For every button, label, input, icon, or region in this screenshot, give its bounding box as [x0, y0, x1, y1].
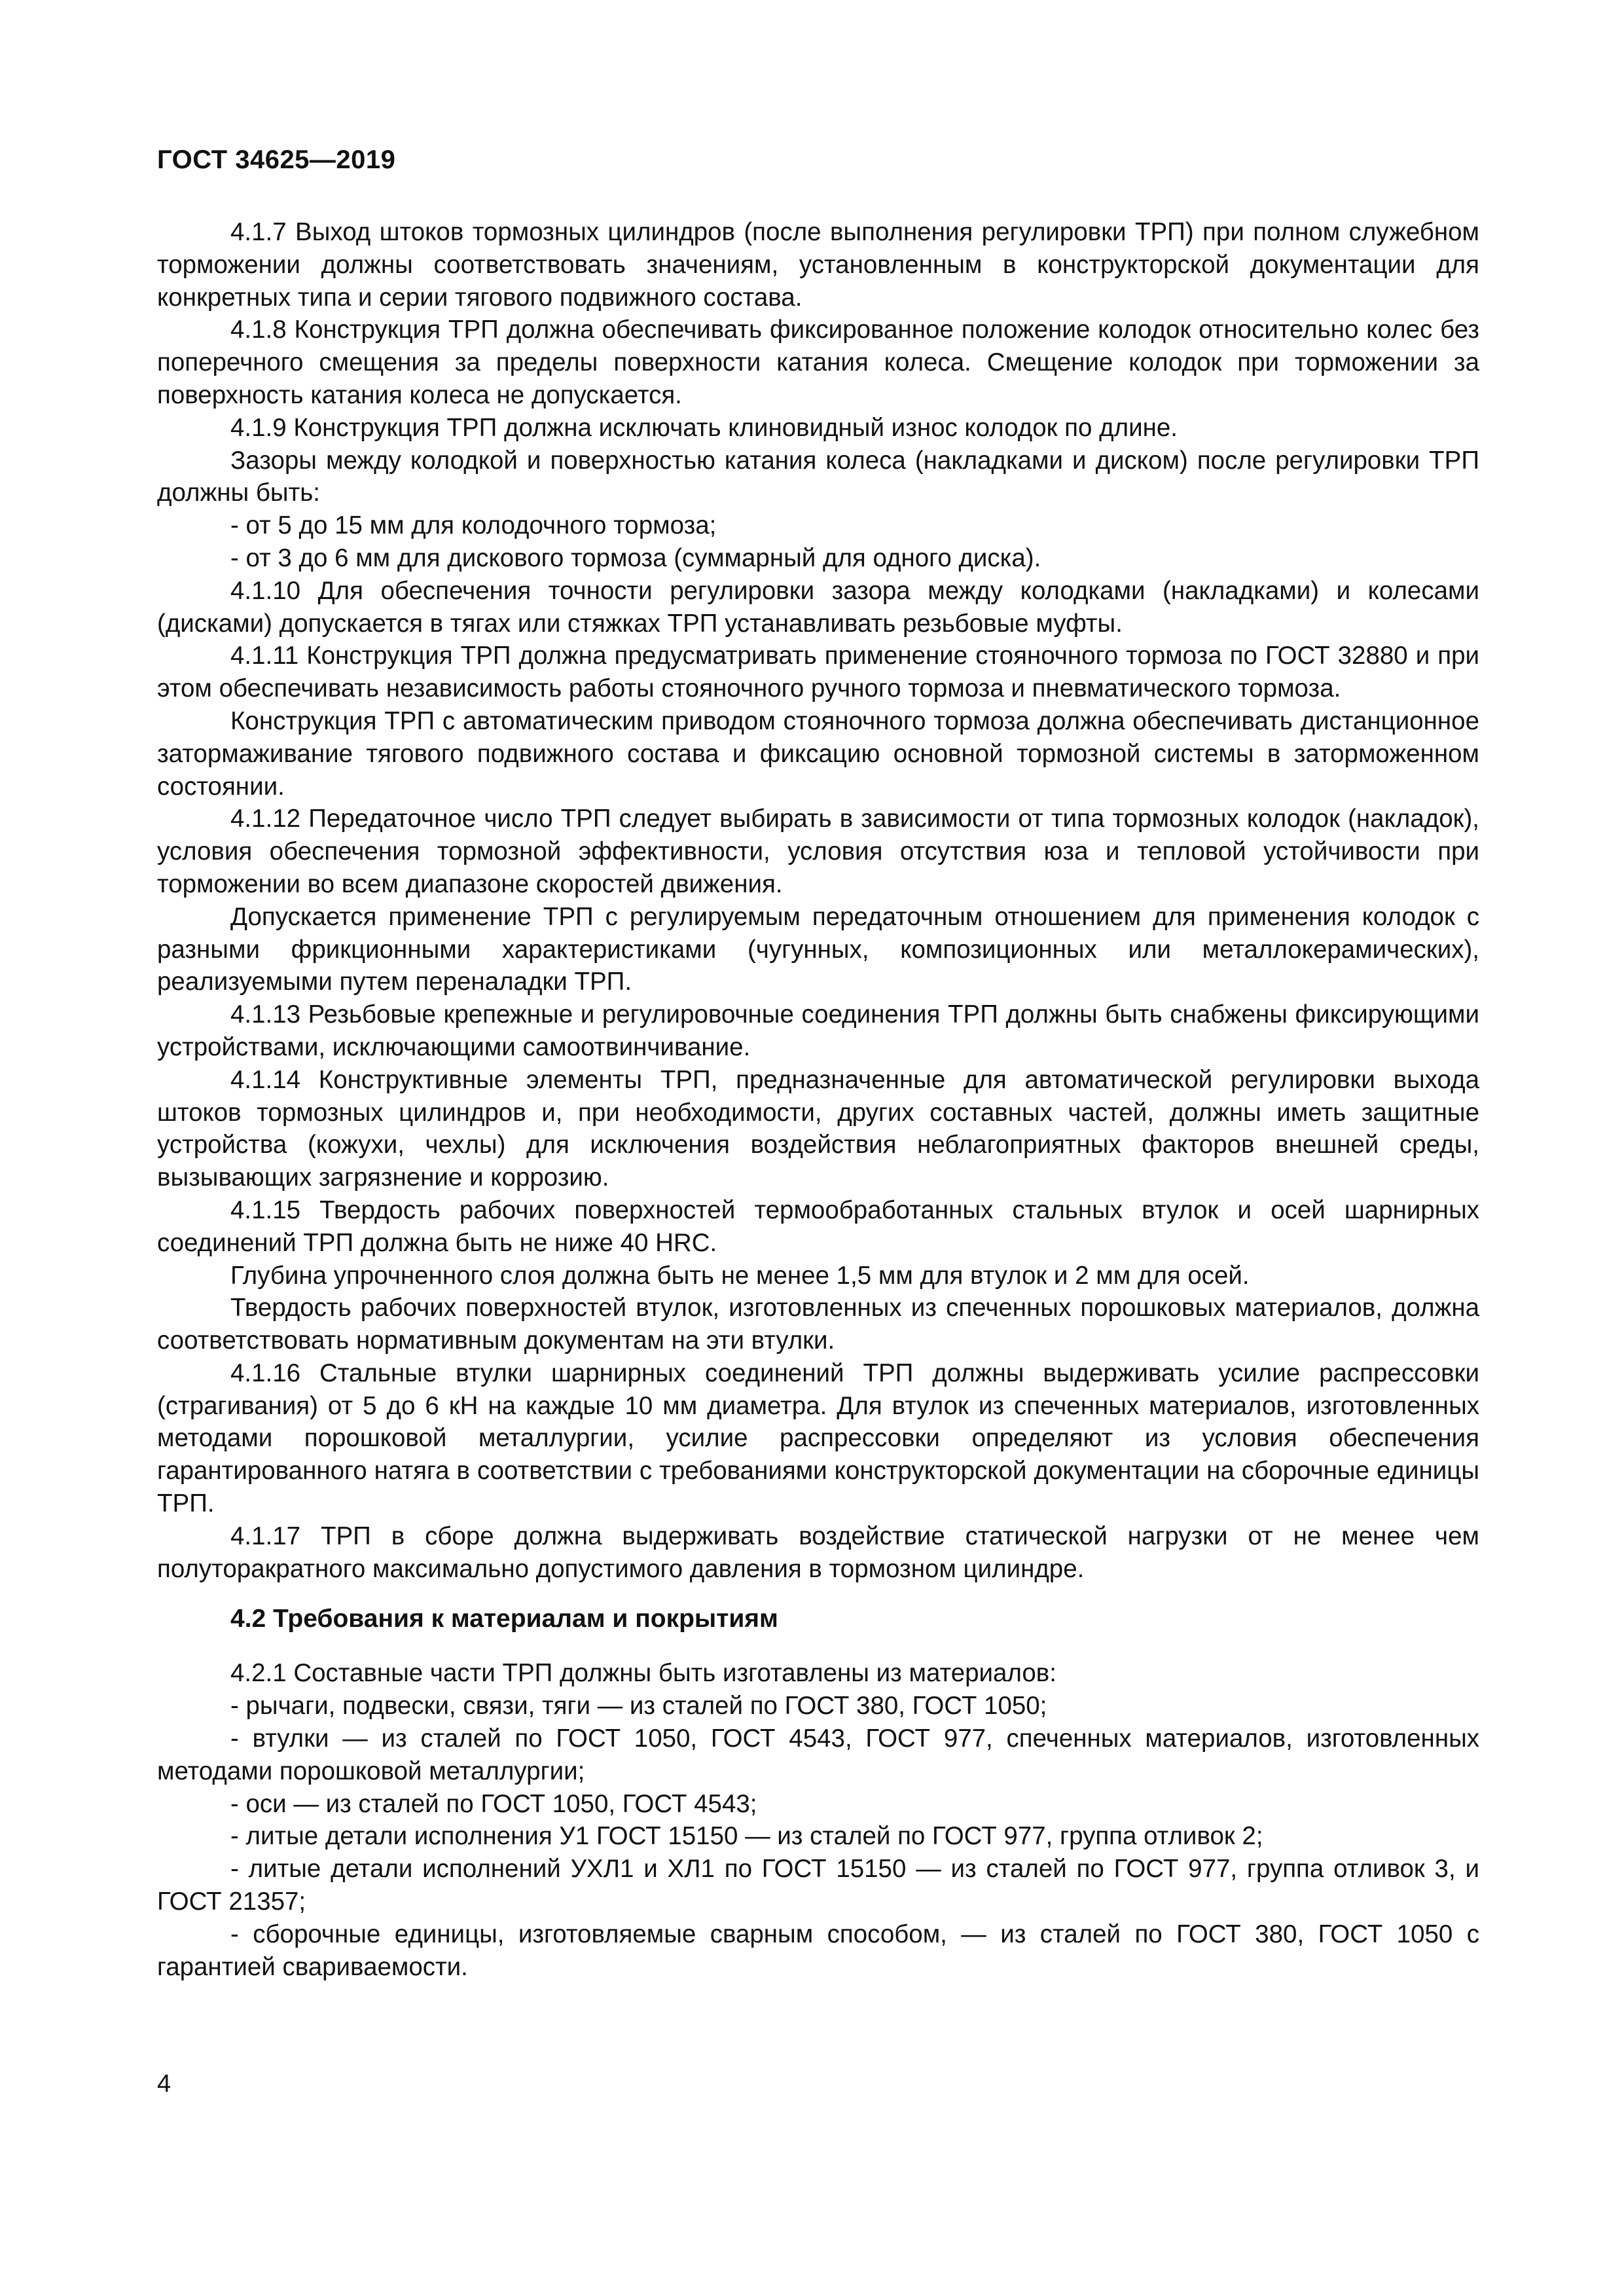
- list-item-shoe-brake-gap: - от 5 до 15 мм для колодочного тормоза;: [230, 511, 717, 540]
- paragraph-4-1-8: 4.1.8 Конструкция ТРП должна обеспечивать фиксированное положение колодок относительно колес без поперечного смещения за пределы поверхности катания колеса. Смещение колодок при торможении за поверхность катания колеса не допускается.: [157, 316, 1479, 409]
- list-item-bushings: - втулки — из сталей по ГОСТ 1050, ГОСТ 4543, ГОСТ 977, спеченных материалов, изготовленных методами порошковой металлургии;: [157, 1724, 1479, 1785]
- section-heading-4-2: 4.2 Требования к материалам и покрытиям: [230, 1605, 778, 1633]
- paragraph-4-1-14: 4.1.14 Конструктивные элементы ТРП, предназначенные для автоматической регулировки выхода штоков тормозных цилиндров и, при необходимости, других составных частей, должны иметь защитные устройства (кожухи, чехлы) для исключения воздействия неблагоприятных факторов внешней среды, вызывающих загрязнение и коррозию.: [157, 1065, 1479, 1192]
- paragraph-4-1-10: 4.1.10 Для обеспечения точности регулировки зазора между колодками (накладками) и колесами (дисками) допускается в тягах или стяжках ТРП устанавливать резьбовые муфты.: [157, 576, 1479, 638]
- paragraph-4-1-7: 4.1.7 Выход штоков тормозных цилиндров (после выполнения регулировки ТРП) при полном служебном торможении должны соответствовать значениям, установленным в конструкторской документации для конкретных типа и серии тягового подвижного состава.: [157, 218, 1479, 312]
- paragraph-4-1-13: 4.1.13 Резьбовые крепежные и регулировочные соединения ТРП должны быть снабжены фиксирующими устройствами, исключающими самоотвинчивание.: [157, 1000, 1479, 1061]
- list-item-welded-units: - сборочные единицы, изготовляемые сварным способом, — из сталей по ГОСТ 380, ГОСТ 1050 с гарантией свариваемости.: [157, 1920, 1479, 1981]
- paragraph-hardened-layer: Глубина упрочненного слоя должна быть не менее 1,5 мм для втулок и 2 мм для осей.: [230, 1261, 1250, 1290]
- paragraph-4-1-17: 4.1.17 ТРП в сборе должна выдерживать воздействие статической нагрузки от не менее чем полуторакратного максимально допустимого давления в тормозном цилиндре.: [157, 1522, 1479, 1583]
- list-item-levers: - рычаги, подвески, связи, тяги — из сталей по ГОСТ 380, ГОСТ 1050;: [230, 1692, 1047, 1721]
- list-item-axles: - оси — из сталей по ГОСТ 1050, ГОСТ 4543;: [230, 1789, 757, 1818]
- paragraph-parking-brake-drive: Конструкция ТРП с автоматическим приводом стояночного тормоза должна обеспечивать дистанционное затормаживание тягового подвижного состава и фиксацию основной тормозной системы в заторможенном состоянии.: [157, 706, 1479, 801]
- paragraph-adjustable-ratio: Допускается применение ТРП с регулируемым передаточным отношением для применения колодок с разными фрикционными характеристиками (чугунных, композиционных или металлокерамических), реализуемыми путем переналадки ТРП.: [157, 902, 1479, 996]
- paragraph-4-2-1: 4.2.1 Составные части ТРП должны быть изготавлены из материалов:: [230, 1659, 1056, 1688]
- paragraph-4-1-15: 4.1.15 Твердость рабочих поверхностей термообработанных стальных втулок и осей шарнирных соединений ТРП должна быть не ниже 40 HRC.: [157, 1195, 1479, 1257]
- paragraph-4-1-16: 4.1.16 Стальные втулки шарнирных соединений ТРП должны выдерживать усилие распрессовки (страгивания) от 5 до 6 кН на каждые 10 мм диаметра. Для втулок из спеченных материалов, изготовленных методами порошковой металлургии, усилие распрессовки определяют из условия обеспечения гарантированного натяга в соответствии с требованиями конструкторской документации на сборочные единицы ТРП.: [157, 1358, 1479, 1518]
- paragraph-gaps-intro: Зазоры между колодкой и поверхностью катания колеса (накладками и диском) после регулировки ТРП должны быть:: [157, 446, 1479, 507]
- document-header: ГОСТ 34625—2019: [157, 145, 396, 174]
- list-item-castings-uhl1: - литые детали исполнений УХЛ1 и ХЛ1 по ГОСТ 15150 — из сталей по ГОСТ 977, группа отливок 3, и ГОСТ 21357;: [157, 1855, 1479, 1916]
- paragraph-sintered-hardness: Твердость рабочих поверхностей втулок, изготовленных из спеченных порошковых материалов, должна соответствовать нормативным документам на эти втулки.: [157, 1294, 1479, 1355]
- document-body: [157, 216, 1479, 1983]
- paragraph-4-1-11: 4.1.11 Конструкция ТРП должна предусматривать применение стояночного тормоза по ГОСТ 32880 и при этом обеспечивать независимость работы стояночного ручного тормоза и пневматического тормоза.: [157, 642, 1479, 703]
- page-number: 4: [157, 2070, 171, 2098]
- paragraph-4-1-12: 4.1.12 Передаточное число ТРП следует выбирать в зависимости от типа тормозных колодок (накладок), условия обеспечения тормозной эффективности, условия отсутствия юза и тепловой устойчивости при торможении во всем диапазоне скоростей движения.: [157, 805, 1479, 898]
- paragraph-4-1-9: 4.1.9 Конструкция ТРП должна исключать клиновидный износ колодок по длине.: [230, 413, 1178, 442]
- list-item-disc-brake-gap: - от 3 до 6 мм для дискового тормоза (суммарный для одного диска).: [230, 543, 1041, 572]
- list-item-castings-u1: - литые детали исполнения У1 ГОСТ 15150 — из сталей по ГОСТ 977, группа отливок 2;: [230, 1822, 1263, 1851]
